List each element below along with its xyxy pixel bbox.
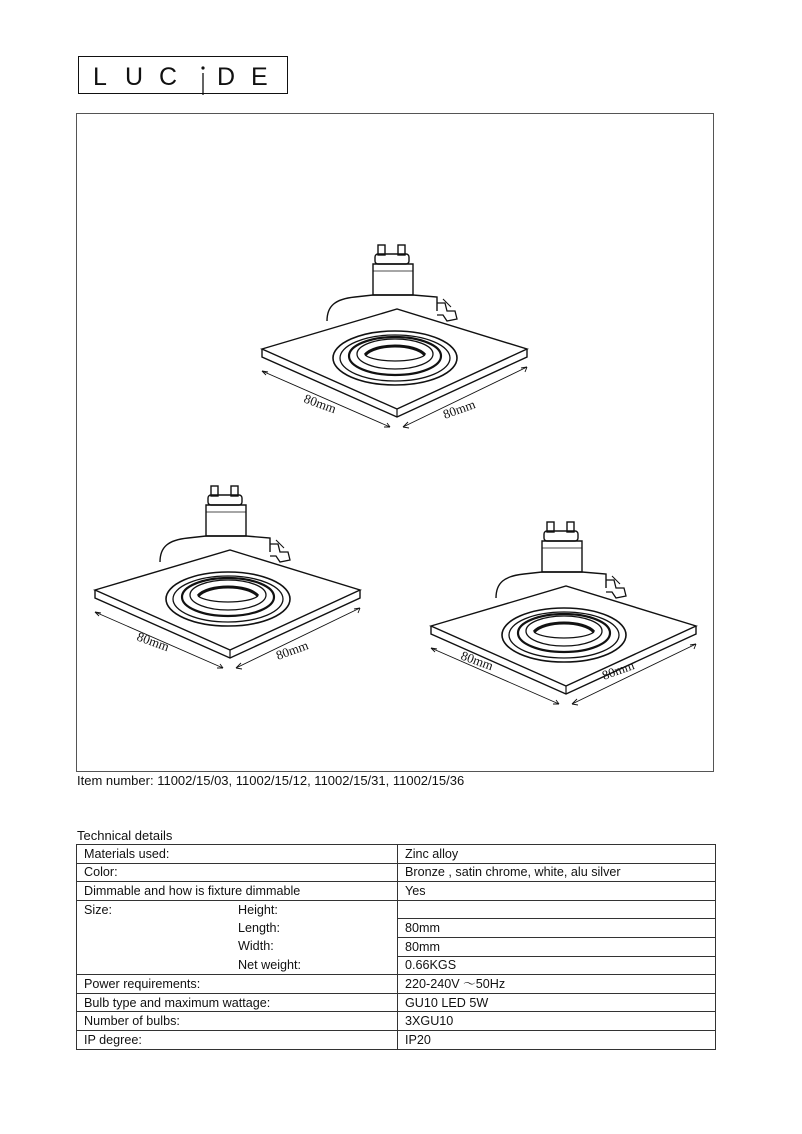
spec-label: Size:	[84, 902, 112, 917]
spec-value: Yes	[398, 882, 716, 901]
spec-sublabel: Net weight:	[238, 958, 301, 973]
table-row	[77, 845, 716, 864]
spec-value: 0.66KGS	[398, 956, 716, 975]
table-row	[77, 1012, 716, 1031]
logo-graphic	[79, 57, 289, 95]
product-drawing-frame	[76, 113, 714, 772]
spec-label: Bulb type and maximum wattage:	[77, 993, 398, 1012]
fixture-top	[262, 245, 527, 428]
spec-label: Dimmable and how is fixture dimmable	[77, 882, 398, 901]
dim-label-top-right: 80mm	[440, 396, 478, 422]
dim-label-top-left: 80mm	[301, 390, 339, 417]
table-row	[77, 882, 716, 901]
logo-letter-l: L	[93, 63, 107, 91]
item-number: Item number: 11002/15/03, 11002/15/12, 11002/15/31, 11002/15/36	[77, 773, 465, 788]
spec-value: GU10 LED 5W	[398, 993, 716, 1012]
table-row	[77, 993, 716, 1012]
spec-label: Color:	[77, 863, 398, 882]
dim-label-right-right: 80mm	[599, 657, 637, 683]
brand-logo	[78, 56, 288, 94]
spec-label: Power requirements:	[77, 975, 398, 994]
logo-letter-d: D	[217, 63, 236, 91]
table-row	[77, 975, 716, 994]
spec-label-cell	[77, 937, 398, 956]
spec-sublabel: Length:	[238, 920, 281, 935]
technical-details-title: Technical details	[77, 828, 173, 843]
spec-label: Number of bulbs:	[77, 1012, 398, 1031]
table-row	[77, 1030, 716, 1049]
fixture-right	[431, 522, 696, 705]
technical-details-table	[76, 844, 716, 1050]
spec-value: 80mm	[398, 919, 716, 938]
spec-sublabel: Width:	[238, 939, 274, 954]
logo-i-dot	[201, 66, 204, 69]
spec-value: Zinc alloy	[398, 845, 716, 864]
logo-letter-i: I	[79, 57, 80, 58]
table-row	[77, 900, 716, 919]
logo-letter-c: C	[159, 63, 178, 91]
dim-label-left-left: 80mm	[134, 628, 172, 655]
spec-value: 220-240V ～50Hz	[398, 975, 716, 994]
table-row	[77, 863, 716, 882]
product-drawing	[77, 114, 715, 773]
spec-label: IP degree:	[77, 1030, 398, 1049]
dim-label-right-left: 80mm	[458, 647, 496, 674]
spec-value: Bronze , satin chrome, white, alu silver	[398, 863, 716, 882]
table-row	[77, 956, 716, 975]
spec-value: 3XGU10	[398, 1012, 716, 1031]
spec-value: IP20	[398, 1030, 716, 1049]
table-row	[77, 937, 716, 956]
spec-value: 80mm	[398, 937, 716, 956]
spec-label-cell	[77, 919, 398, 938]
logo-letter-u: U	[125, 63, 144, 91]
table-row	[77, 919, 716, 938]
spec-label: Materials used:	[77, 845, 398, 864]
spec-sublabel: Height:	[238, 902, 278, 917]
spec-label-cell	[77, 900, 398, 919]
spec-value	[398, 900, 716, 919]
logo-letter-e: E	[251, 63, 268, 91]
spec-label-cell	[77, 956, 398, 975]
dim-label-left-right: 80mm	[273, 637, 311, 663]
